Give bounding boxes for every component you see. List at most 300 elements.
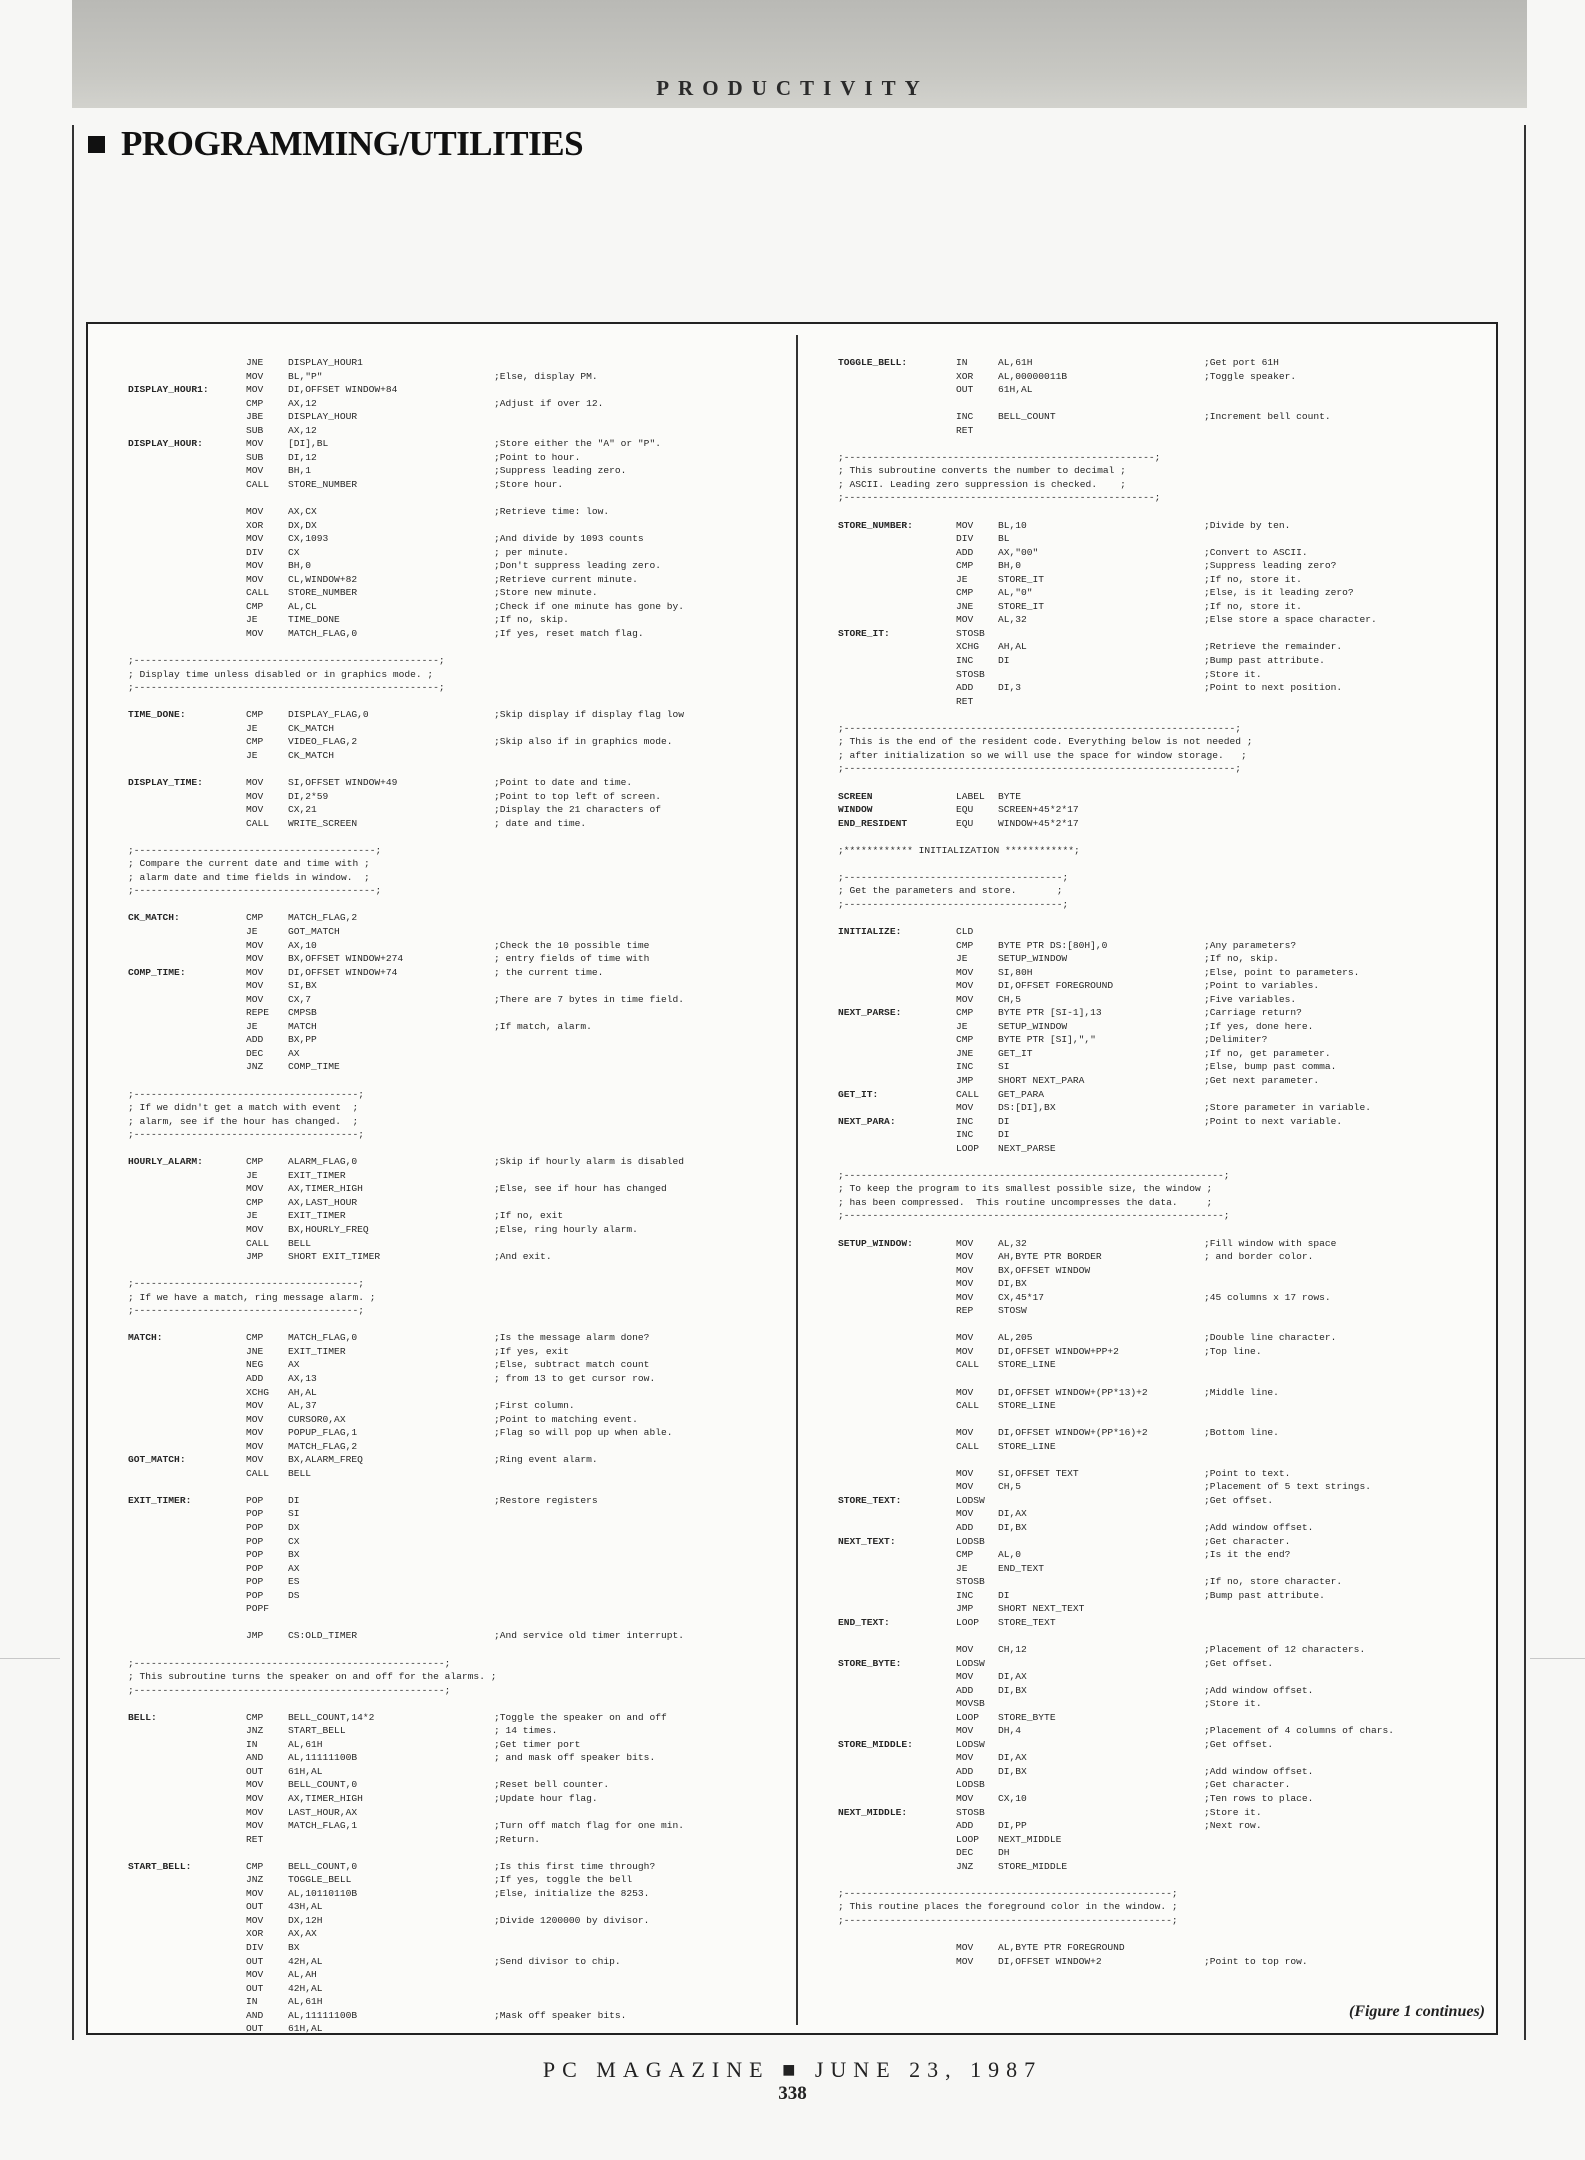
code-opcode: LOOP [956, 1711, 980, 1723]
comment-box-line [838, 1914, 1488, 1928]
code-operand: AL,32 [998, 1237, 1027, 1249]
code-operand: AX,13 [288, 1373, 317, 1385]
code-comment: ;Top line. [1204, 1345, 1262, 1357]
code-line [838, 1806, 1488, 1820]
code-label [838, 1264, 956, 1278]
code-label [128, 749, 246, 763]
code-opcode [956, 397, 998, 411]
comment-box-line [128, 1115, 778, 1129]
code-comment: ;Get timer port [494, 1738, 581, 1750]
comment-box-line [838, 1182, 1488, 1196]
code-line [838, 1047, 1488, 1061]
code-label [128, 559, 246, 573]
code-operand [288, 1697, 494, 1711]
code-operand: STORE_TEXT [998, 1616, 1056, 1628]
code-line [838, 1291, 1488, 1305]
comment-box-line [128, 1657, 778, 1671]
code-label [128, 586, 246, 600]
code-operand: BX,OFFSET WINDOW [998, 1264, 1091, 1276]
code-comment: ; per minute. [494, 546, 569, 558]
code-comment: ; the current time. [494, 966, 604, 978]
code-operand: 61H,AL [288, 1765, 323, 1777]
code-line [838, 1318, 1488, 1332]
code-label [838, 1602, 956, 1616]
code-line [838, 993, 1488, 1007]
code-operand [288, 1264, 494, 1278]
code-opcode: INC [956, 1589, 974, 1601]
code-opcode: MOV [956, 1345, 974, 1357]
code-label [128, 939, 246, 953]
code-line [838, 1589, 1488, 1603]
code-line [128, 1575, 778, 1589]
code-operand [288, 1616, 494, 1630]
code-line [128, 397, 778, 411]
code-opcode: MOV [956, 1481, 974, 1493]
comment-box-line [128, 681, 778, 695]
code-operand [998, 1738, 1204, 1752]
code-line [838, 1494, 1488, 1508]
code-operand: BELL_COUNT,14*2 [288, 1711, 375, 1723]
code-operand: MATCH_FLAG,0 [288, 627, 358, 639]
heading-bullet [88, 136, 105, 153]
code-line [128, 1047, 778, 1061]
code-opcode: OUT [246, 2023, 264, 2035]
code-comment [494, 640, 778, 654]
code-label: DISPLAY_TIME: [128, 776, 203, 788]
comment-box-line [838, 1196, 1488, 1210]
code-label: GET_IT: [838, 1088, 879, 1100]
code-opcode: MOV [956, 1671, 974, 1683]
code-comment: ;And divide by 1093 counts [494, 533, 644, 545]
code-comment [494, 1196, 778, 1210]
code-opcode: MOV [956, 1264, 974, 1276]
code-comment [1204, 1860, 1488, 1874]
code-line [838, 1006, 1488, 1020]
code-comment: ;Point to hour. [494, 451, 581, 463]
code-line [838, 681, 1488, 695]
code-line [128, 424, 778, 438]
comment-text: ; Get the parameters and store. ; [838, 885, 1063, 897]
code-operand: BX,PP [288, 1034, 317, 1046]
comment-box-line [128, 871, 778, 885]
code-label [128, 478, 246, 492]
code-line [838, 1548, 1488, 1562]
code-label [128, 600, 246, 614]
code-line [838, 979, 1488, 993]
code-comment: ;Else, ring hourly alarm. [494, 1224, 638, 1235]
code-line [128, 1900, 778, 1914]
code-comment: ;45 columns x 17 rows. [1204, 1291, 1331, 1303]
code-line [128, 790, 778, 804]
comment-text: ; This is the end of the resident code. Everything below is not needed ; [838, 736, 1253, 748]
code-operand: BELL_COUNT,0 [288, 1779, 358, 1791]
code-label [128, 1372, 246, 1386]
code-comment: ;Restore registers [494, 1494, 598, 1506]
comment-box-line [128, 1088, 778, 1102]
code-line [128, 898, 778, 912]
code-opcode: STOSB [956, 1576, 985, 1588]
code-comment [494, 695, 778, 709]
code-label [128, 1006, 246, 1020]
code-opcode: JNE [246, 1345, 264, 1357]
code-line [838, 668, 1488, 682]
comment-text: ;---------------------------------------; [128, 1129, 365, 1141]
code-comment [494, 1697, 778, 1711]
code-operand: AX,12 [288, 397, 317, 409]
code-comment: ;Divide by ten. [1204, 519, 1291, 531]
code-opcode: LODSB [956, 1535, 985, 1547]
code-comment: ;Else, see if hour has changed [494, 1183, 667, 1195]
code-line [128, 1155, 778, 1169]
code-opcode: MOV [246, 1914, 264, 1926]
code-line [128, 437, 778, 451]
code-comment [494, 979, 778, 993]
code-label: DISPLAY_HOUR1: [128, 384, 209, 396]
comment-text: ;---------------------------------------; [128, 1305, 365, 1317]
comment-box-line [838, 871, 1488, 885]
code-line [838, 1670, 1488, 1684]
code-label [128, 505, 246, 519]
comment-text: ; This subroutine turns the speaker on and off for the alarms. ; [128, 1671, 497, 1683]
code-operand: 61H,AL [288, 2023, 323, 2035]
code-opcode [246, 898, 288, 912]
code-comment [494, 1060, 778, 1074]
code-operand [998, 505, 1204, 519]
code-opcode: CMP [956, 1007, 974, 1019]
code-comment: ;If no, store it. [1204, 600, 1302, 612]
code-comment [494, 2022, 778, 2036]
code-opcode: MOV [246, 1969, 264, 1981]
code-line [838, 817, 1488, 831]
code-label [838, 1155, 956, 1169]
code-label [128, 1047, 246, 1061]
code-operand: STORE_IT [998, 600, 1045, 612]
code-comment: ;Divide 1200000 by divisor. [494, 1914, 650, 1926]
code-operand [288, 830, 494, 844]
code-line [838, 1331, 1488, 1345]
code-operand: CH,5 [998, 1481, 1022, 1493]
code-operand: GET_PARA [998, 1088, 1045, 1100]
code-label [128, 1223, 246, 1237]
code-opcode [956, 1372, 998, 1386]
code-comment [494, 1643, 778, 1657]
code-line [838, 939, 1488, 953]
comment-text: ;------------------------------------------------------; [838, 451, 1161, 463]
code-opcode: LODSW [956, 1738, 985, 1750]
code-line [838, 803, 1488, 817]
code-comment: ;Ring event alarm. [494, 1454, 598, 1466]
code-comment: ;Get offset. [1204, 1494, 1274, 1506]
code-comment [494, 1440, 778, 1454]
code-comment: ;Bump past attribute. [1204, 655, 1325, 667]
code-comment: ;Else, is it leading zero? [1204, 587, 1354, 599]
code-operand: BX,HOURLY_FREQ [288, 1224, 369, 1235]
code-opcode [246, 695, 288, 709]
code-line [128, 1223, 778, 1237]
code-operand: DI [288, 1494, 300, 1506]
code-opcode: MOV [246, 776, 264, 788]
code-label [128, 1142, 246, 1156]
code-operand: DISPLAY_HOUR1 [288, 357, 363, 368]
code-operand: DI,BX [998, 1684, 1027, 1696]
code-line [128, 1955, 778, 1969]
code-operand: AL,CL [288, 600, 317, 612]
code-operand: DI,AX [998, 1671, 1027, 1683]
code-opcode: JE [956, 1020, 968, 1032]
code-comment: ;Retrieve current minute. [494, 573, 638, 585]
code-operand: STORE_IT [998, 573, 1045, 585]
code-comment: ;Send divisor to chip. [494, 1955, 621, 1967]
code-operand: SCREEN+45*2*17 [998, 804, 1079, 816]
code-comment: ;Add window offset. [1204, 1684, 1314, 1696]
code-line [838, 1074, 1488, 1088]
code-comment [1204, 911, 1488, 925]
code-line [128, 546, 778, 560]
code-comment: ;If no, skip. [494, 614, 569, 626]
code-operand [998, 1806, 1204, 1820]
code-line [838, 1264, 1488, 1278]
code-operand: CL,WINDOW+82 [288, 573, 358, 585]
code-comment [1204, 397, 1488, 411]
code-line [128, 1914, 778, 1928]
code-operand [998, 1372, 1204, 1386]
code-opcode: DEC [246, 1047, 264, 1059]
code-opcode: MOV [246, 980, 264, 992]
code-opcode [956, 437, 998, 451]
code-line [838, 1657, 1488, 1671]
code-opcode: POP [246, 1589, 264, 1601]
code-line [128, 803, 778, 817]
code-comment: ;Carriage return? [1204, 1007, 1302, 1019]
code-comment: ;If match, alarm. [494, 1020, 592, 1032]
code-line [128, 478, 778, 492]
code-operand: AH,BYTE PTR BORDER [998, 1251, 1102, 1263]
code-line [128, 505, 778, 519]
code-operand: 42H,AL [288, 1955, 323, 1967]
code-opcode: ADD [956, 1765, 974, 1777]
code-comment: ;Turn off match flag for one min. [494, 1820, 684, 1832]
code-label [128, 1535, 246, 1549]
code-line [128, 1020, 778, 1034]
code-operand: EXIT_TIMER [288, 1210, 346, 1222]
code-line [128, 586, 778, 600]
code-operand: CK_MATCH [288, 722, 335, 734]
code-label [838, 1833, 956, 1847]
code-opcode: CALL [246, 1237, 270, 1249]
code-operand: DISPLAY_HOUR [288, 411, 358, 423]
code-line [838, 1237, 1488, 1251]
comment-box-line [838, 722, 1488, 736]
code-operand [998, 1629, 1204, 1643]
code-opcode: MOV [246, 1820, 264, 1832]
code-line [128, 1331, 778, 1345]
comment-text: ;------------------------------------------------------; [128, 1657, 451, 1669]
code-opcode: CALL [956, 1440, 980, 1452]
page-number: 338 [778, 2083, 807, 2104]
code-comment: ;Get port 61H [1204, 357, 1279, 368]
code-operand: CX,21 [288, 804, 317, 816]
code-line [128, 1643, 778, 1657]
code-label: TOGGLE_BELL: [838, 357, 908, 368]
code-comment: ;Store it. [1204, 668, 1262, 680]
comment-text: ; ASCII. Leading zero suppression is checked. ; [838, 478, 1126, 490]
code-comment [1204, 790, 1488, 804]
code-opcode: JE [956, 1562, 968, 1574]
code-opcode: CALL [246, 587, 270, 599]
code-label [128, 1914, 246, 1928]
code-line [128, 1521, 778, 1535]
code-comment [494, 1047, 778, 1061]
code-label [128, 397, 246, 411]
code-label: NEXT_PARA: [838, 1115, 896, 1127]
code-operand: DI,OFFSET FOREGROUND [998, 980, 1114, 992]
comment-text: ;--------------------------------------; [838, 871, 1069, 883]
code-line [838, 1751, 1488, 1765]
code-operand: DI,OFFSET WINDOW+PP+2 [998, 1345, 1119, 1357]
code-comment: ;And service old timer interrupt. [494, 1630, 684, 1642]
code-comment: ; and border color. [1204, 1251, 1314, 1263]
code-line [838, 911, 1488, 925]
comment-box-line [838, 749, 1488, 763]
code-comment [494, 1264, 778, 1278]
code-label [838, 370, 956, 384]
code-operand: CX [288, 1535, 300, 1547]
code-comment [1204, 437, 1488, 451]
code-line [128, 2009, 778, 2023]
code-opcode: JMP [956, 1074, 974, 1086]
code-opcode [956, 857, 998, 871]
code-opcode: LOOP [956, 1616, 980, 1628]
code-comment: ;Else, bump past comma. [1204, 1061, 1337, 1073]
code-comment [1204, 1088, 1488, 1102]
code-label [128, 356, 246, 370]
code-comment [494, 1846, 778, 1860]
code-comment [1204, 1304, 1488, 1318]
code-operand: DI,BX [998, 1522, 1027, 1534]
code-line [128, 1060, 778, 1074]
code-label [128, 1629, 246, 1643]
code-operand: AL,61H [288, 1738, 323, 1750]
code-opcode: DEC [956, 1847, 974, 1859]
code-line [128, 966, 778, 980]
code-opcode: MOV [246, 939, 264, 951]
code-operand: CURSOR0,AX [288, 1413, 346, 1425]
code-opcode: CMP [246, 1196, 264, 1208]
comment-text: ; Compare the current date and time with ; [128, 858, 370, 870]
code-opcode: XOR [246, 519, 264, 531]
comment-box-line [838, 451, 1488, 465]
code-opcode: MOV [246, 573, 264, 585]
code-operand: MATCH_FLAG,2 [288, 1440, 358, 1452]
code-operand [998, 925, 1204, 939]
code-comment [1204, 803, 1488, 817]
code-line [838, 708, 1488, 722]
code-operand [998, 1873, 1204, 1887]
code-line [838, 1033, 1488, 1047]
code-label [128, 1806, 246, 1820]
code-label [838, 600, 956, 614]
code-opcode: MOV [956, 1291, 974, 1303]
code-opcode: LODSB [956, 1779, 985, 1791]
code-operand [998, 627, 1204, 641]
code-comment: ;Add window offset. [1204, 1522, 1314, 1534]
code-label [128, 1778, 246, 1792]
code-operand: AX [288, 1047, 300, 1059]
code-label [838, 1751, 956, 1765]
code-comment [494, 1968, 778, 1982]
code-line [128, 695, 778, 709]
code-label: EXIT_TIMER: [128, 1494, 192, 1506]
code-label [838, 681, 956, 695]
code-line [128, 1778, 778, 1792]
code-comment [1204, 532, 1488, 546]
code-line [128, 464, 778, 478]
code-opcode: INC [956, 1061, 974, 1073]
code-line [838, 1453, 1488, 1467]
code-opcode: CMP [246, 600, 264, 612]
code-line [128, 1480, 778, 1494]
code-opcode: MOV [246, 533, 264, 545]
code-opcode: JNE [956, 600, 974, 612]
code-operand: AL,"0" [998, 587, 1033, 599]
code-label [838, 1345, 956, 1359]
code-opcode [246, 640, 288, 654]
code-label: END_RESIDENT [838, 817, 908, 829]
code-line [838, 1941, 1488, 1955]
code-opcode: DIV [246, 546, 264, 558]
code-comment [1204, 1318, 1488, 1332]
code-label [838, 1304, 956, 1318]
code-line [128, 356, 778, 370]
code-opcode: MOV [246, 790, 264, 802]
code-operand [998, 708, 1204, 722]
comment-text: ; after initialization so we will use the space for window storage. ; [838, 749, 1247, 761]
code-line [838, 1778, 1488, 1792]
code-opcode: OUT [246, 1955, 264, 1967]
code-comment: ;Any parameters? [1204, 939, 1297, 951]
code-comment [1204, 1833, 1488, 1847]
code-label [128, 1738, 246, 1752]
code-label [128, 640, 246, 654]
code-operand [998, 1494, 1204, 1508]
code-line [128, 1182, 778, 1196]
code-comment [494, 383, 778, 397]
code-line [838, 1738, 1488, 1752]
code-opcode: XOR [956, 370, 974, 382]
comment-box-line [838, 478, 1488, 492]
code-opcode: OUT [246, 1765, 264, 1777]
code-comment: ;Update hour flag. [494, 1792, 598, 1804]
code-label [838, 1643, 956, 1657]
code-operand: CH,12 [998, 1643, 1027, 1655]
code-label [838, 410, 956, 424]
code-comment: ;Toggle speaker. [1204, 370, 1297, 382]
code-line [128, 2022, 778, 2036]
code-comment [1204, 1711, 1488, 1725]
code-opcode [246, 1142, 288, 1156]
code-comment [1204, 925, 1488, 939]
code-operand: DX [288, 1522, 300, 1534]
code-line [838, 1399, 1488, 1413]
code-comment [494, 1927, 778, 1941]
code-line [838, 1467, 1488, 1481]
code-line [838, 600, 1488, 614]
code-label [128, 613, 246, 627]
code-label [128, 1643, 246, 1657]
code-line [838, 1792, 1488, 1806]
code-comment [1204, 1128, 1488, 1142]
code-opcode: POPF [246, 1603, 270, 1615]
